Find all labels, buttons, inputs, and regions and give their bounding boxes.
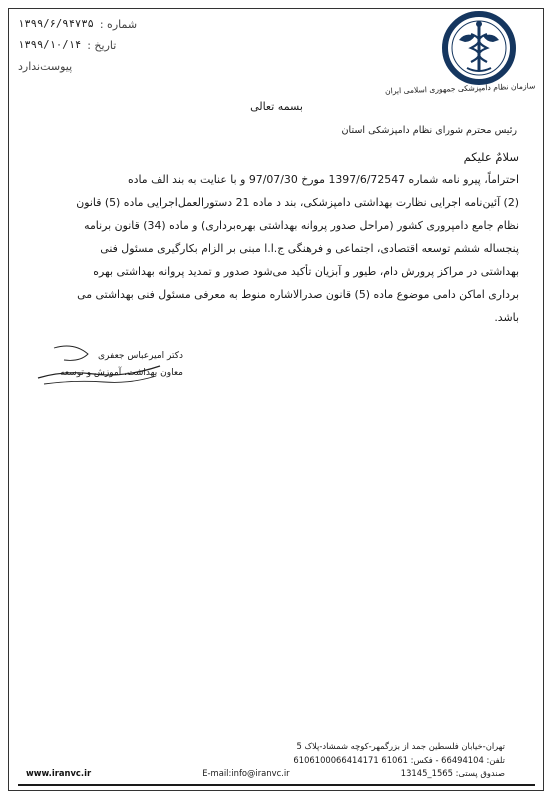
body-line: پنجساله ششم توسعه اقتصادی، اجتماعی و فرهنگی ج.ا.ا مبنی بر الزام بکارگیری مسئول فنی [100, 242, 519, 255]
greeting: سلامٌ علیکم [463, 150, 519, 164]
letter-date-label: تاریخ : [87, 39, 117, 52]
bismillah-heading: بسمه تعالی [250, 100, 303, 113]
footer-phone: تلفن: 66494104 - فکس: 61061 6106100066414171 [293, 754, 505, 765]
footer-website[interactable]: www.iranvc.ir [26, 768, 92, 779]
signature-block [60, 348, 183, 382]
body-line: احتراماً، پیرو نامه شماره 1397/6/72547 مورخ 97/07/30 و با عنایت به بند الف ماده [127, 173, 519, 186]
signatory-title: معاون بهداشت، آموزش و توسعه [60, 368, 183, 378]
body-line: بهداشتی در مراکز پرورش دام، طیور و آبزیان تأکید می‌شود صدور و تمدید پروانه بهداشتی بهره [93, 265, 519, 278]
letter-number-label: شماره : [99, 18, 138, 31]
footer-contact-row [26, 767, 505, 781]
letterhead-footer [26, 740, 505, 781]
letter-number-value: ۱۳۹۹/۶/۹۴۷۳۵ [18, 18, 94, 30]
letter-metadata [18, 14, 178, 77]
footer-po-box: صندوق پستی: 1565_13145 [400, 768, 505, 779]
footer-email[interactable]: E-mail:info@iranvc.ir [202, 768, 290, 779]
letter-number-row [18, 14, 178, 35]
signatory-name: دکتر امیرعباس جعفری [98, 351, 183, 361]
footer-divider [18, 784, 535, 786]
letter-date-row [18, 35, 178, 56]
body-line: (2) آئین‌نامه اجرایی نظارت بهداشتی دامپزشکی، بند د ماده 21 دستورالعمل‌اجرایی ماده (5) قانون [76, 196, 519, 209]
letter-body [28, 168, 519, 329]
body-line: نظام جامع دامپروری کشور (مراحل صدور پروانه بهداشتی بهره‌برداری) و ماده (34) قانون برنامه [84, 219, 519, 232]
recipient-line: رئیس محترم شورای نظام دامپزشکی استان [341, 125, 517, 136]
organization-logo [441, 10, 517, 86]
attachment-row [18, 56, 178, 77]
letter-date-value: ۱۳۹۹/۱۰/۱۴ [18, 39, 82, 51]
body-line: باشد. [494, 311, 519, 324]
body-line: برداری اماکن دامی موضوع ماده (5) قانون صدرالاشاره منوط به معرفی مسئول فنی بهداشتی می [77, 288, 519, 301]
attachment-label: پیوست‌ندارد [18, 60, 73, 73]
footer-address: تهران-خیابان فلسطین جمد از بزرگمهر-کوچه شمشاد-پلاک 5 [296, 741, 505, 751]
organization-name: سازمان نظام دامپزشکی جمهوری اسلامی ایران [384, 81, 536, 96]
